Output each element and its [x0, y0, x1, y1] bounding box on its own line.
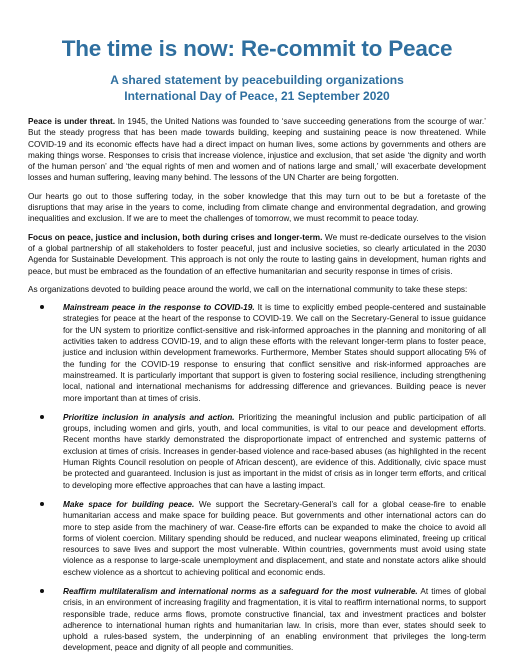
paragraph-text: We must re-dedicate ourselves to the vision of a global partnership of all stakeholders to foster peaceful, just and inclusive societies, so clearly articulated in the 2030 Agenda for Sustainable Development. This approach is not only the route to lasting gains in development, human rights and peace, but must be embraced as the foundation of an effective humanitarian and security response in times of crisis.	[28, 232, 486, 276]
document-subtitle: A shared statement by peacebuilding organizations	[110, 73, 404, 87]
bullet-lead: Make space for building peace.	[63, 499, 195, 509]
bullet-text: We support the Secretary-General’s call for a global cease-fire to enable humanitarian access and make space for building peace. But governments and other international actors can do more to step aside from the machinery of war. Cease-fire efforts can be expanded to make the choice to avoid all forms of violent coercion. Military spending should be reduced, and nuclear weapons eliminated, freeing up critical resources to save lives and support the most vulnerable. Within countries, governments must avoid using state violence as a response to large-scale unemployment and displacement, and state and nonstate actors alike should eschew violence as a shortcut to achieving political and economic ends.	[63, 499, 486, 577]
paragraph-call-to-action	[28, 284, 486, 295]
list-item	[28, 499, 486, 578]
bullet-dot-icon	[40, 305, 44, 309]
paragraph-lead: Focus on peace, justice and inclusion, both during crises and longer-term.	[28, 232, 323, 242]
bullet-lead: Reaffirm multilateralism and international norms as a safeguard for the most vulnerable.	[63, 586, 418, 596]
paragraph-focus-on-peace	[28, 232, 486, 277]
list-item	[28, 302, 486, 404]
document-title: The time is now: Re-commit to Peace	[61, 36, 453, 61]
paragraph-text: Our hearts go out to those suffering today, in the sober knowledge that this may turn out to be but a foretaste of the disruptions that may arise in the years to come, including from climate change and environmental degradation, and growing inequalities and exclusion. If we are to meet the challenges of tomorrow, we must recommit to peace today.	[28, 191, 486, 224]
paragraph-hearts-go-out	[28, 191, 486, 225]
document-date-line: International Day of Peace, 21 September 2020	[124, 89, 390, 103]
bullet-dot-icon	[40, 415, 44, 419]
bullet-text: Prioritizing the meaningful inclusion and public participation of all groups, including women and girls, youth, and local communities, is vital to our peace and development efforts. Recent months have starkly demonstrated the disproportionate impact of entrenched and systemic patterns of exclusion at times of crisis. Increases in gender-based violence and race-based abuses (as highlighted in the recent Human Rights Council resolution on people of African descent), are evidence of this. Additionally, civic space must be protected and guaranteed. Inclusion is just as important in the midst of crisis as in longer term efforts, and critical to developing more effective approaches that can have a lasting impact.	[63, 412, 486, 490]
bullet-lead: Mainstream peace in the response to COVID-19.	[63, 303, 255, 313]
paragraph-lead: Peace is under threat.	[28, 117, 116, 126]
bullet-dot-icon	[40, 502, 44, 506]
recommendation-list	[28, 302, 486, 654]
list-item	[28, 412, 486, 491]
bullet-text: At times of global crisis, in an environment of increasing fragility and fragmentation, it is vital to reaffirm international norms, to support responsible trade, reduce arms flows, promote constructive financial, tax and investment practices and bolster adherence to international human rights and humanitarian law. In crisis, more than ever, states should seek to uphold a rules-based system, the underpinning of an enabling environment that privileges the long-term development, peace and dignity of all people and communities.	[63, 586, 486, 653]
bullet-text: It is time to explicitly embed people-centered and sustainable strategies for peace at the heart of the response to COVID-19. We call on the Secretary-General to issue guidance for the UN system to prioritize conflict-sensitive and risk-informed approaches in the planning and monitoring of all activities taken to address COVID-19, and to align these efforts with the relevant longer-term plans to foster peace, justice and inclusion within development frameworks. Furthermore, Member States should support allocating 5% of the funding for the COVID-19 response to ensuring that conflict sensitive and risk-informed approaches are mainstreamed. It is particularly important that support is given to fostering social resilience, including strengthening local, national and international mechanisms for addressing difference and grievances. Building peace is never more important than at times of crisis.	[63, 303, 486, 403]
bullet-dot-icon	[40, 589, 44, 593]
list-item	[28, 586, 486, 654]
paragraph-peace-under-threat	[28, 116, 486, 184]
bullet-lead: Prioritize inclusion in analysis and action.	[63, 412, 235, 422]
paragraph-text: In 1945, the United Nations was founded to ‘save succeeding generations from the scourge of war.’ But the steady progress that has been made towards building, keeping and sustaining peace is now threatened. While COVID-19 and its economic effects have had a direct impact on human lives, some actions by governments and others are making things worse. Responses to crisis that increase violence, injustice and exclusion, that set aside ‘the dignity and worth of the human person’ and ‘the equal rights of men and women and of nations large and small,’ will exacerbate development losses and human suffering, leaving many behind. The lessons of the UN Charter are being forgotten.	[28, 117, 486, 183]
paragraph-text: As organizations devoted to building peace around the world, we call on the international community to take these steps:	[28, 284, 468, 294]
